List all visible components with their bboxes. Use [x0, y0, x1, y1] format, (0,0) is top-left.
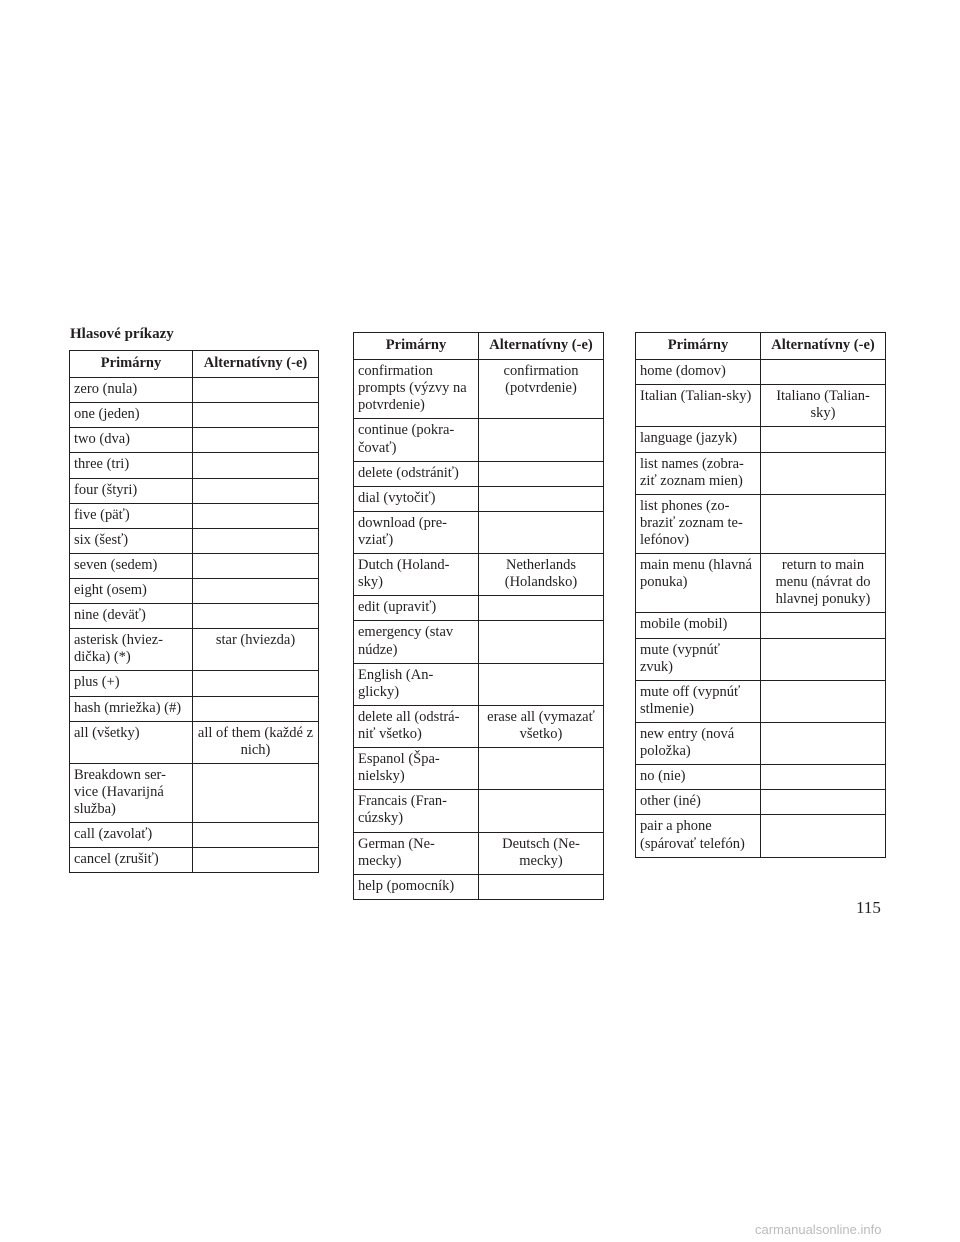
alternative-command-cell	[761, 638, 886, 680]
primary-command-cell: Italian (Talian-sky)	[636, 385, 761, 427]
alternative-command-cell	[761, 790, 886, 815]
alternative-command-cell	[761, 427, 886, 452]
table-row	[70, 578, 319, 603]
alternative-command-cell	[193, 848, 319, 873]
table-row	[636, 427, 886, 452]
alternative-command-cell	[193, 378, 319, 403]
watermark: carmanualsonline.info	[755, 1222, 882, 1237]
table-row	[70, 696, 319, 721]
table-row	[636, 680, 886, 722]
table-row	[70, 721, 319, 763]
primary-command-cell: new entry (nová položka)	[636, 722, 761, 764]
primary-command-cell: emergency (stav núdze)	[354, 621, 479, 663]
alternative-command-cell: star (hviezda)	[193, 629, 319, 671]
table-row	[636, 638, 886, 680]
primary-command-cell: Breakdown ser-vice (Havarijná služba)	[70, 763, 193, 822]
voice-commands-table-1	[69, 350, 319, 873]
table-row	[354, 621, 604, 663]
table-row	[70, 604, 319, 629]
primary-command-cell: confirmation prompts (výzvy na potvrdenie)	[354, 360, 479, 419]
primary-command-cell: asterisk (hviez-dička) (*)	[70, 629, 193, 671]
primary-command-cell: English (An-glicky)	[354, 663, 479, 705]
table-row	[354, 419, 604, 461]
table-row	[70, 478, 319, 503]
alternative-command-cell	[761, 680, 886, 722]
alternative-command-cell: Deutsch (Ne-mecky)	[479, 832, 604, 874]
alternative-command-cell	[193, 671, 319, 696]
alternative-column-header: Alternatívny (-e)	[193, 351, 319, 378]
primary-command-cell: eight (osem)	[70, 578, 193, 603]
primary-command-cell: six (šesť)	[70, 528, 193, 553]
primary-command-cell: language (jazyk)	[636, 427, 761, 452]
primary-command-cell: all (všetky)	[70, 721, 193, 763]
primary-command-cell: cancel (zrušiť)	[70, 848, 193, 873]
alternative-command-cell	[479, 790, 604, 832]
table-row	[354, 748, 604, 790]
alternative-command-cell	[761, 613, 886, 638]
table-row	[636, 613, 886, 638]
table-row	[70, 503, 319, 528]
table-row	[354, 554, 604, 596]
table-row	[70, 671, 319, 696]
primary-command-cell: download (pre-vziať)	[354, 511, 479, 553]
table-row	[636, 385, 886, 427]
primary-command-cell: no (nie)	[636, 765, 761, 790]
alternative-command-cell	[761, 765, 886, 790]
alternative-command-cell	[479, 511, 604, 553]
table-row	[70, 403, 319, 428]
alternative-command-cell	[479, 461, 604, 486]
alternative-command-cell	[193, 528, 319, 553]
primary-command-cell: other (iné)	[636, 790, 761, 815]
alternative-command-cell: erase all (vymazať všetko)	[479, 705, 604, 747]
table-row	[354, 663, 604, 705]
table-row	[354, 874, 604, 899]
table-row	[70, 629, 319, 671]
primary-command-cell: pair a phone (spárovať telefón)	[636, 815, 761, 857]
voice-commands-table-3	[635, 332, 886, 858]
table-row	[354, 511, 604, 553]
primary-command-cell: Espanol (Špa-nielsky)	[354, 748, 479, 790]
alternative-command-cell	[193, 578, 319, 603]
table-row	[636, 765, 886, 790]
primary-command-cell: five (päť)	[70, 503, 193, 528]
table-row	[636, 360, 886, 385]
alternative-command-cell	[761, 452, 886, 494]
primary-command-cell: nine (deväť)	[70, 604, 193, 629]
primary-column-header: Primárny	[70, 351, 193, 378]
primary-command-cell: main menu (hlavná ponuka)	[636, 554, 761, 613]
table-row	[70, 553, 319, 578]
table-row	[354, 832, 604, 874]
alternative-command-cell	[193, 403, 319, 428]
alternative-command-cell	[193, 823, 319, 848]
primary-command-cell: hash (mriežka) (#)	[70, 696, 193, 721]
table-row	[70, 528, 319, 553]
alternative-command-cell	[479, 486, 604, 511]
table-row	[354, 596, 604, 621]
alternative-command-cell	[479, 621, 604, 663]
table-row	[354, 790, 604, 832]
primary-command-cell: call (zavolať)	[70, 823, 193, 848]
voice-commands-table-2	[353, 332, 604, 900]
table-row	[70, 848, 319, 873]
primary-command-cell: mobile (mobil)	[636, 613, 761, 638]
alternative-column-header: Alternatívny (-e)	[479, 333, 604, 360]
primary-command-cell: one (jeden)	[70, 403, 193, 428]
alternative-command-cell: return to main menu (návrat do hlavnej ponuky)	[761, 554, 886, 613]
table-row	[70, 428, 319, 453]
alternative-command-cell	[761, 815, 886, 857]
table-header-row	[70, 351, 319, 378]
primary-command-cell: delete all (odstrá-niť všetko)	[354, 705, 479, 747]
primary-column-header: Primárny	[636, 333, 761, 360]
primary-column-header: Primárny	[354, 333, 479, 360]
primary-command-cell: mute off (vypnúť stlmenie)	[636, 680, 761, 722]
primary-command-cell: mute (vypnúť zvuk)	[636, 638, 761, 680]
primary-command-cell: home (domov)	[636, 360, 761, 385]
page-number: 115	[856, 898, 881, 917]
primary-command-cell: plus (+)	[70, 671, 193, 696]
table-row	[636, 494, 886, 553]
alternative-command-cell	[193, 478, 319, 503]
primary-command-cell: zero (nula)	[70, 378, 193, 403]
alternative-command-cell: confirmation (potvrdenie)	[479, 360, 604, 419]
alternative-command-cell	[193, 428, 319, 453]
primary-command-cell: two (dva)	[70, 428, 193, 453]
primary-command-cell: Francais (Fran-cúzsky)	[354, 790, 479, 832]
primary-command-cell: seven (sedem)	[70, 553, 193, 578]
alternative-command-cell	[193, 553, 319, 578]
primary-command-cell: dial (vytočiť)	[354, 486, 479, 511]
table-row	[636, 452, 886, 494]
alternative-command-cell	[761, 722, 886, 764]
table-row	[70, 823, 319, 848]
alternative-command-cell	[193, 604, 319, 629]
alternative-command-cell	[761, 360, 886, 385]
alternative-command-cell	[479, 596, 604, 621]
table-row	[70, 763, 319, 822]
alternative-command-cell: Italiano (Talian-sky)	[761, 385, 886, 427]
alternative-command-cell: Netherlands (Holandsko)	[479, 554, 604, 596]
primary-command-cell: Dutch (Holand-sky)	[354, 554, 479, 596]
primary-command-cell: list names (zobra-ziť zoznam mien)	[636, 452, 761, 494]
primary-command-cell: list phones (zo-braziť zoznam te-lefónov)	[636, 494, 761, 553]
alternative-command-cell	[193, 763, 319, 822]
table-row	[636, 815, 886, 857]
primary-command-cell: help (pomocník)	[354, 874, 479, 899]
table-row	[636, 554, 886, 613]
alternative-column-header: Alternatívny (-e)	[761, 333, 886, 360]
table-row	[354, 486, 604, 511]
section-heading: Hlasové príkazy	[70, 326, 174, 342]
alternative-command-cell: all of them (každé z nich)	[193, 721, 319, 763]
primary-command-cell: three (tri)	[70, 453, 193, 478]
primary-command-cell: German (Ne-mecky)	[354, 832, 479, 874]
table-header-row	[636, 333, 886, 360]
primary-command-cell: delete (odstrániť)	[354, 461, 479, 486]
table-row	[70, 378, 319, 403]
alternative-command-cell	[479, 874, 604, 899]
alternative-command-cell	[193, 696, 319, 721]
table-row	[70, 453, 319, 478]
table-row	[636, 790, 886, 815]
primary-command-cell: continue (pokra-čovať)	[354, 419, 479, 461]
alternative-command-cell	[193, 503, 319, 528]
table-row	[354, 360, 604, 419]
primary-command-cell: edit (upraviť)	[354, 596, 479, 621]
primary-command-cell: four (štyri)	[70, 478, 193, 503]
alternative-command-cell	[193, 453, 319, 478]
alternative-command-cell	[761, 494, 886, 553]
table-row	[354, 705, 604, 747]
table-row	[354, 461, 604, 486]
table-row	[636, 722, 886, 764]
alternative-command-cell	[479, 419, 604, 461]
table-header-row	[354, 333, 604, 360]
alternative-command-cell	[479, 748, 604, 790]
alternative-command-cell	[479, 663, 604, 705]
